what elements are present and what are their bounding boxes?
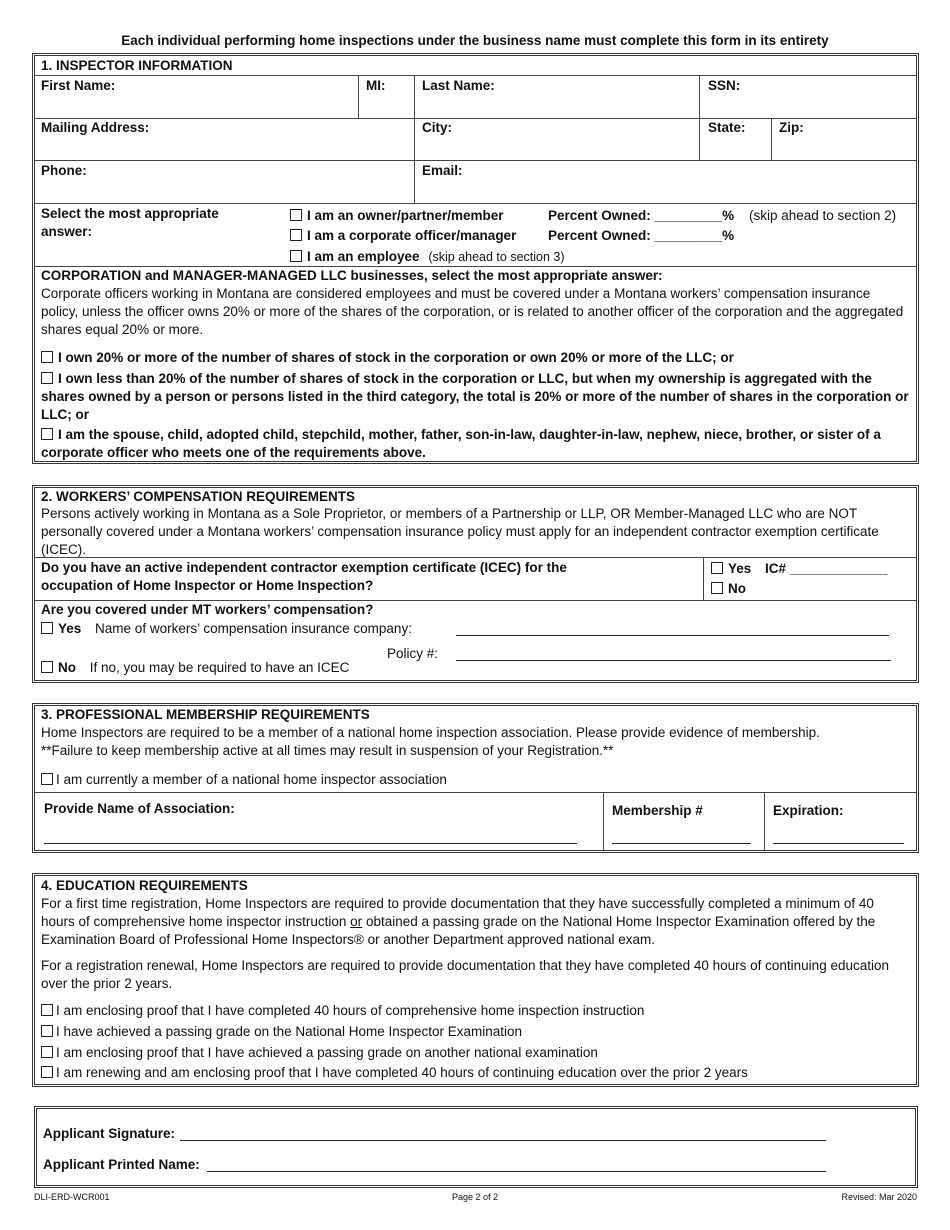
education-option-2[interactable] (41, 1024, 522, 1039)
membership-input-line[interactable] (612, 843, 751, 844)
section3-warning: **Failure to keep membership active at all times may result in suspension of your Registration.** (41, 743, 614, 758)
icec-yes-checkbox[interactable] (711, 562, 723, 574)
employee-label: I am an employee (307, 249, 420, 264)
corp-heading: CORPORATION and MANAGER-MANAGED LLC businesses, select the most appropriate answer: (41, 268, 663, 283)
section2-title: 2. WORKERS’ COMPENSATION REQUIREMENTS (41, 489, 356, 504)
member-option[interactable] (41, 772, 447, 787)
association-label: Provide Name of Association: (44, 801, 235, 816)
association-input-line[interactable] (44, 843, 577, 844)
policy-input-line[interactable] (456, 660, 891, 661)
revision-date: Revised: Mar 2020 (841, 1192, 917, 1202)
education-option-3[interactable] (41, 1045, 598, 1060)
education-para-1b: obtained a passing grade on the National Home Inspector Examination offered by the Examination Board of Professional Home Inspectors® or another Department approved national exam. (41, 914, 876, 947)
corp-option-3[interactable] (41, 426, 909, 462)
member-label: I am currently a member of a national home inspector association (56, 772, 447, 787)
signature-label: Applicant Signature: (43, 1126, 176, 1141)
section3-title: 3. PROFESSIONAL MEMBERSHIP REQUIREMENTS (41, 707, 370, 722)
owner-percent-field[interactable]: Percent Owned: _________% (548, 208, 735, 223)
corp-option-2-label: I own less than 20% of the number of shares of stock in the corporation or LLC, but when my ownership is aggregated with the shares owned by a person or persons listed in the third category, the total is 20% or more of the number of shares in the corporation or LLC; or (41, 371, 909, 422)
employee-checkbox[interactable] (290, 250, 302, 262)
icec-yes-option[interactable] (711, 561, 887, 576)
owner-label: I am an owner/partner/member (307, 208, 504, 223)
owner-checkbox[interactable] (290, 209, 302, 221)
ssn-field[interactable]: SSN: (708, 78, 741, 93)
printed-name-label: Applicant Printed Name: (43, 1157, 200, 1172)
icec-yes-label: Yes (728, 561, 752, 576)
zip-field[interactable]: Zip: (779, 120, 804, 135)
officer-percent-field[interactable]: Percent Owned: _________% (548, 228, 735, 243)
city-field[interactable]: City: (422, 120, 452, 135)
section4-title: 4. EDUCATION REQUIREMENTS (41, 878, 248, 893)
covered-question: Are you covered under MT workers’ compensation? (41, 602, 374, 617)
education-para-1-or: or (350, 914, 363, 929)
corp-text: Corporate officers working in Montana are considered employees and must be covered under a Montana workers’ compensation insurance policy, unless the officer owns 20% or more of the shares of the corporation, or is related to another officer of the corporation and the aggregated shares equal 20% or more. (41, 286, 904, 337)
page-number: Page 2 of 2 (451, 1192, 499, 1202)
education-option-4[interactable] (41, 1065, 748, 1080)
member-checkbox[interactable] (41, 773, 53, 785)
select-prompt: Select the most appropriate answer: (41, 206, 219, 239)
corp-option-1[interactable] (41, 349, 909, 367)
section1-title: 1. INSPECTOR INFORMATION (41, 58, 233, 73)
covered-yes-option[interactable] (41, 621, 412, 636)
form-instruction: Each individual performing home inspections under the business name must complete this form in its entirety (121, 33, 829, 48)
insurer-label: Name of workers’ compensation insurance company: (95, 621, 412, 636)
covered-no-label: No (58, 660, 76, 675)
covered-yes-checkbox[interactable] (41, 622, 53, 634)
icec-question: Do you have an active independent contractor exemption certificate (ICEC) for the occupation of Home Inspector or Home Inspection? (41, 560, 567, 593)
education-para-1 (41, 895, 911, 949)
employee-option[interactable] (290, 249, 565, 264)
last-name-field[interactable]: Last Name: (422, 78, 495, 93)
education-option-4-checkbox[interactable] (41, 1066, 53, 1078)
phone-field[interactable]: Phone: (41, 163, 87, 178)
corp-option-2-checkbox[interactable] (41, 372, 53, 384)
first-name-field[interactable]: First Name: (41, 78, 116, 93)
owner-skip-note: (skip ahead to section 2) (749, 208, 897, 223)
icec-number-field[interactable]: IC# _____________ (765, 561, 888, 576)
signature-section (34, 1106, 918, 1188)
middle-initial-field[interactable]: MI: (366, 78, 386, 93)
expiration-input-line[interactable] (773, 843, 904, 844)
officer-option[interactable] (290, 228, 516, 243)
education-option-1-checkbox[interactable] (41, 1004, 53, 1016)
no-note: If no, you may be required to have an ICEC (89, 660, 350, 675)
corp-option-3-checkbox[interactable] (41, 428, 53, 440)
section3-text: Home Inspectors are required to be a member of a national home inspection association. Please provide evidence of membership. (41, 725, 820, 740)
education-para-2: For a registration renewal, Home Inspectors are required to provide documentation that they have completed 40 hours of continuing education over the prior 2 years. (41, 958, 889, 991)
covered-yes-label: Yes (58, 621, 82, 636)
covered-no-option[interactable] (41, 660, 349, 675)
icec-no-checkbox[interactable] (711, 582, 723, 594)
insurer-input-line[interactable] (456, 635, 889, 636)
corp-option-3-label: I am the spouse, child, adopted child, stepchild, mother, father, son-in-law, daughter-in-law, nephew, niece, brother, or sister of a corporate officer who meets one of the requirements above. (41, 427, 881, 460)
officer-label: I am a corporate officer/manager (307, 228, 517, 243)
corp-option-1-checkbox[interactable] (41, 351, 53, 363)
state-field[interactable]: State: (708, 120, 746, 135)
mailing-address-field[interactable]: Mailing Address: (41, 120, 150, 135)
officer-checkbox[interactable] (290, 229, 302, 241)
icec-no-option[interactable] (711, 581, 746, 596)
owner-option[interactable] (290, 208, 504, 223)
signature-input-line[interactable] (180, 1140, 826, 1141)
education-option-2-label: I have achieved a passing grade on the National Home Inspector Examination (56, 1024, 523, 1039)
education-option-2-checkbox[interactable] (41, 1025, 53, 1037)
icec-no-label: No (728, 581, 746, 596)
employee-skip-note: (skip ahead to section 3) (428, 250, 565, 264)
covered-no-checkbox[interactable] (41, 661, 53, 673)
form-code: DLI-ERD-WCR001 (34, 1192, 110, 1202)
education-option-4-label: I am renewing and am enclosing proof that I have completed 40 hours of continuing education over the prior 2 years (56, 1065, 748, 1080)
education-para-1a: For a first time registration, Home Inspectors are required to provide documentation that they have successfully completed a minimum of 40 hours of comprehensive home inspector instruction (41, 896, 874, 929)
corp-option-2[interactable] (41, 370, 909, 424)
corp-option-1-label: I own 20% or more of the number of shares of stock in the corporation or own 20% or more of the LLC; or (58, 350, 734, 365)
email-field[interactable]: Email: (422, 163, 463, 178)
expiration-label: Expiration: (773, 803, 844, 818)
section2-text: Persons actively working in Montana as a Sole Proprietor, or members of a Partnership or LLP, OR Member-Managed LLC who are NOT personally covered under a Montana workers’ compensation insurance policy must apply for an independent contractor exemption certificate (ICEC). (41, 506, 879, 557)
printed-name-input-line[interactable] (207, 1171, 826, 1172)
policy-label: Policy #: (387, 646, 439, 661)
education-option-3-label: I am enclosing proof that I have achieved a passing grade on another national examination (56, 1045, 598, 1060)
education-option-1[interactable] (41, 1003, 644, 1018)
education-option-1-label: I am enclosing proof that I have completed 40 hours of comprehensive home inspection instruction (56, 1003, 645, 1018)
membership-number-label: Membership # (612, 803, 703, 818)
education-option-3-checkbox[interactable] (41, 1046, 53, 1058)
